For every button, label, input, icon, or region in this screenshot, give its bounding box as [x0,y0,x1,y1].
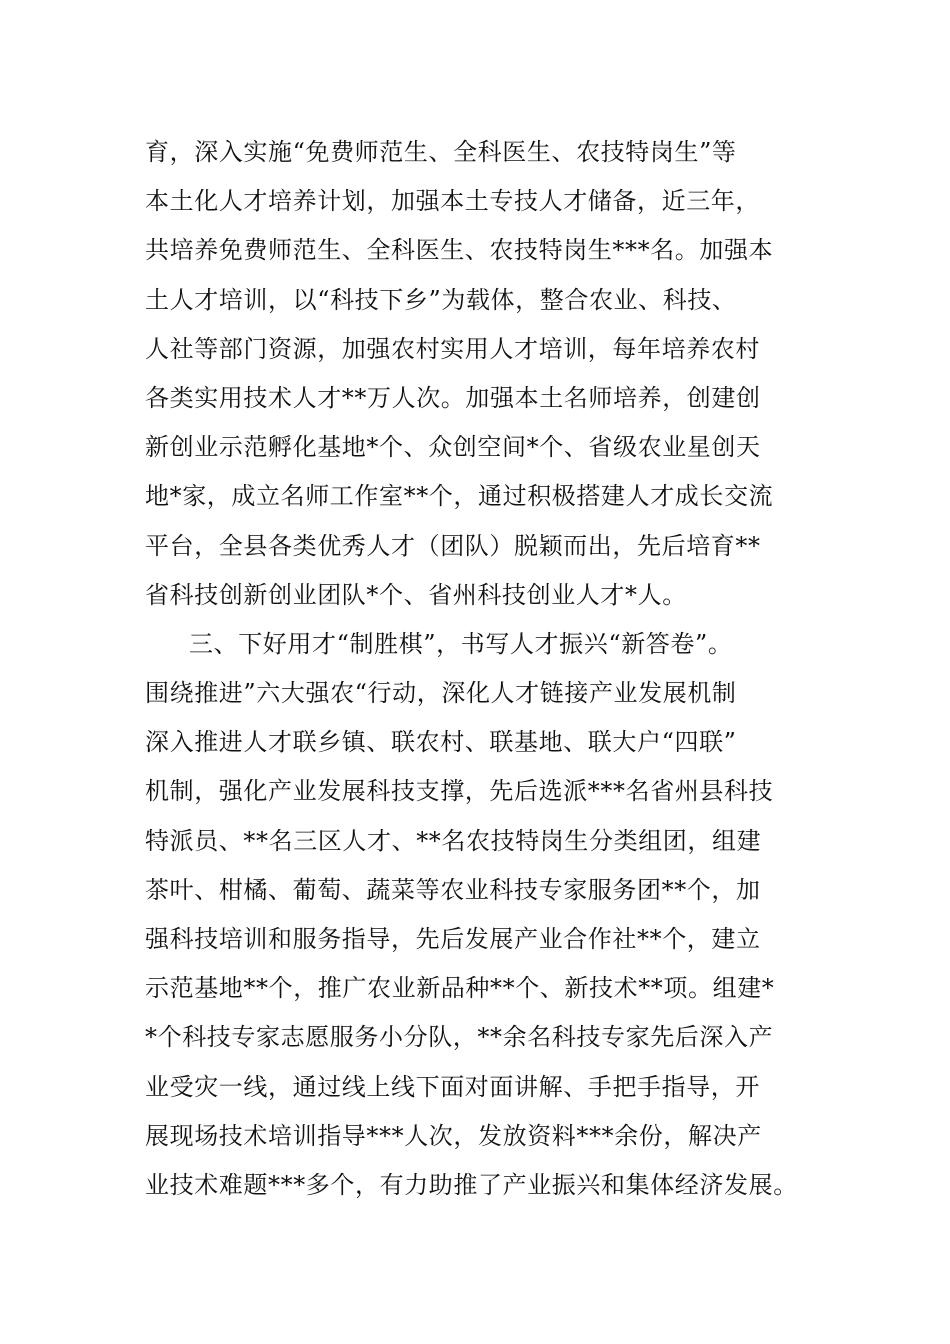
text-line: 地*家，成立名师工作室**个，通过积极搭建人才成长交流 [145,482,774,511]
text-line: 育，深入实施“免费师范生、全科医生、农技特岗生”等 [145,138,737,166]
text-line: 人社等部门资源，加强农村实用人才培训，每年培养农村 [145,334,760,363]
text-line: 强科技培训和服务指导，先后发展产业合作社**个，建立 [145,925,761,953]
text-line: 本土化人才培养计划，加强本土专技人才储备，近三年， [145,187,760,216]
text-line: 省科技创新创业团队*个、省州科技创业人才*人。 [145,580,687,609]
text-line: 平台，全县各类优秀人才（团队）脱颖而出，先后培育** [145,531,761,560]
text-line: *个科技专家志愿服务小分队，**余名科技专家先后深入产 [145,1023,774,1052]
text-line: 业受灾一线，通过线上线下面对面讲解、手把手指导，开 [145,1072,760,1101]
text-line: 围绕推进”六大强农“行动，深化人才链接产业发展机制 [145,679,737,708]
text-line: 各类实用技术人才**万人次。加强本土名师培养，创建创 [145,383,761,412]
text-line: 茶叶、柑橘、葡萄、蔬菜等农业科技专家服务团**个，加 [145,875,761,904]
text-line: 特派员、**名三区人才、**名农技特岗生分类组团，组建 [145,826,762,855]
text-line: 土人才培训，以“科技下乡”为载体，整合农业、科技、 [145,285,737,314]
text-line: 机制，强化产业发展科技支撑，先后选派***名省州县科技 [145,777,774,806]
text-line: 展现场技术培训指导***人次，发放资料***余份，解决产 [145,1121,762,1150]
text-line: 共培养免费师范生、全科医生、农技特岗生***名。加强本 [145,236,774,265]
text-line: 新创业示范孵化基地*个、众创空间*个、省级农业星创天 [145,433,761,462]
text-line: 业技术难题***多个，有力助推了产业振兴和集体经济发展。 [145,1170,798,1199]
text-line: 深入推进人才联乡镇、联农村、联基地、联大户“四联” [145,728,737,757]
document-body [145,128,845,1210]
text-line: 示范基地**个，推广农业新品种**个、新技术**项。组建* [145,974,775,1003]
section-heading-line: 三、下好用才“制胜棋”，书写人才振兴“新答卷”。 [189,629,733,658]
